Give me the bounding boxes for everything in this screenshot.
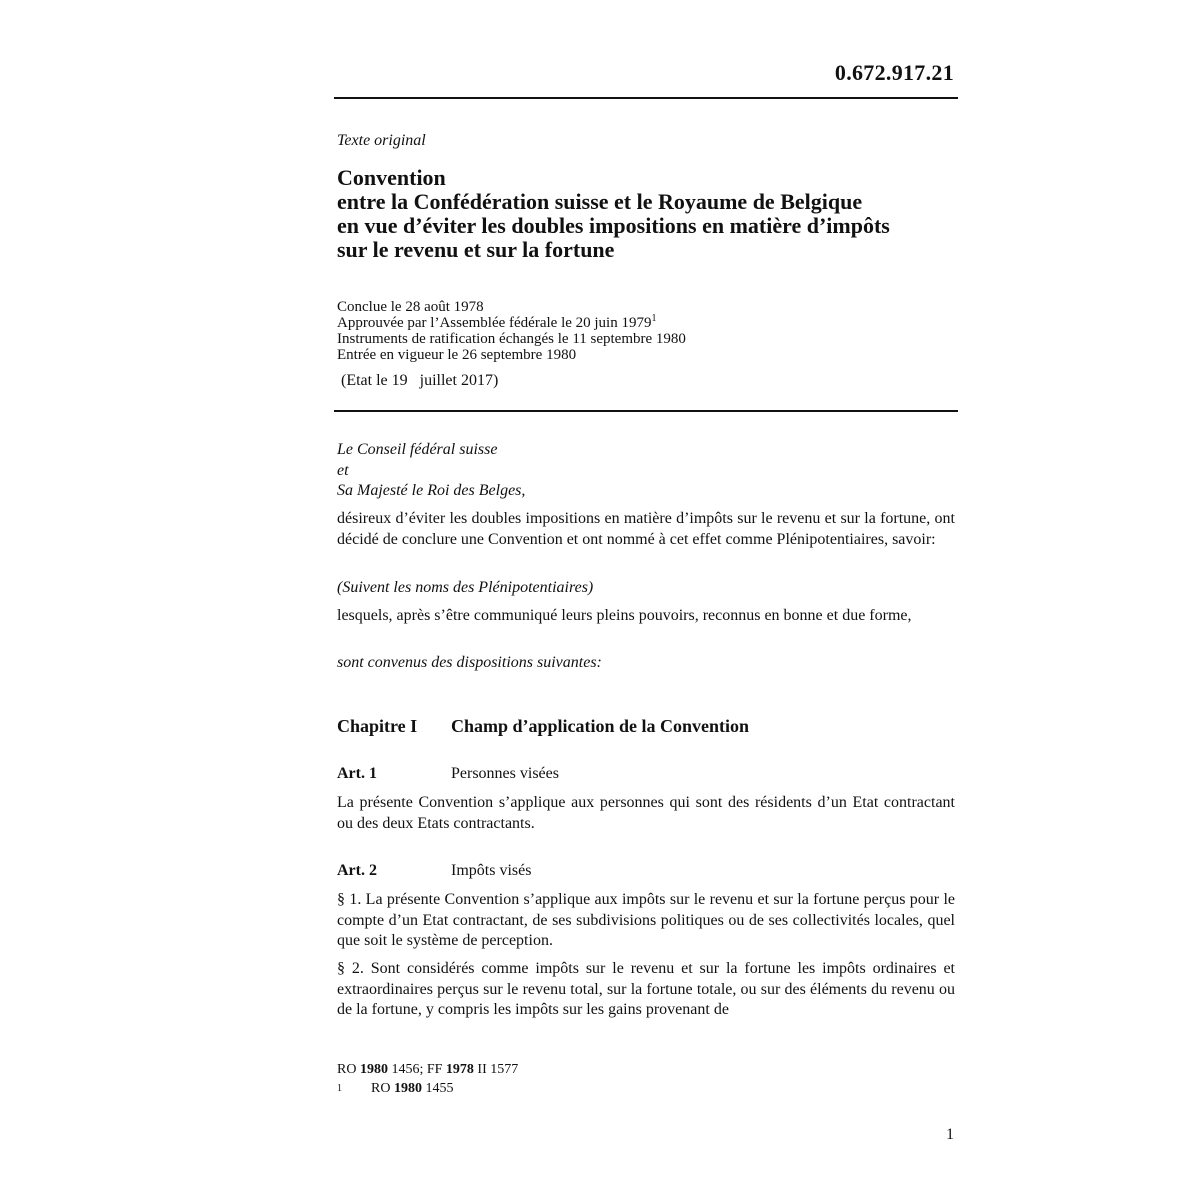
date-conclue: Conclue le 28 août 1978 <box>337 299 484 315</box>
preamble-desireux: désireux d’éviter les doubles impositions en matière d’impôts sur le revenu et sur la fortune, ont décidé de conclure une Convention et ont nommé à cet effet comme Plénipotentiaires, savoir: <box>337 510 955 548</box>
page-number: 1 <box>946 1126 954 1143</box>
footnote-1: 1 RO 1980 1455 <box>337 1081 454 1096</box>
chapter-title: Champ d’application de la Convention <box>451 716 750 736</box>
article-paragraph: § 1. La présente Convention s’applique aux impôts sur le revenu et sur la fortune perçus pour le compte d’un Etat contractant, de ses subdivisions politiques ou de ses collectivités locales, quel que soit le système de perception. <box>337 891 955 949</box>
title-line: Convention <box>337 165 446 190</box>
article-number: Art. 1 <box>337 765 377 782</box>
article-title: Impôts visés <box>451 862 532 879</box>
sr-number: 0.672.917.21 <box>834 60 954 85</box>
header-rule <box>334 97 958 99</box>
party-line: et <box>337 461 349 479</box>
preamble-suivent: (Suivent les noms des Plénipotentiaires) <box>337 579 594 596</box>
preamble-parties <box>337 440 955 502</box>
party-line: Le Conseil fédéral suisse <box>337 441 498 458</box>
source-reference: RO 1980 1456; FF 1978 II 1577 <box>337 1062 519 1077</box>
article-number: Art. 2 <box>337 862 377 879</box>
preamble-convenus: sont convenus des dispositions suivantes: <box>337 654 602 671</box>
date-entree: Entrée en vigueur le 26 septembre 1980 <box>337 347 577 363</box>
dates-block <box>337 299 686 363</box>
convention-title <box>337 166 977 262</box>
etat-date: (Etat le 19 juillet 2017) <box>341 372 499 389</box>
preamble-lesquels: lesquels, après s’être communiqué leurs pleins pouvoirs, reconnus en bonne et due forme, <box>337 607 912 624</box>
article-paragraph: § 2. Sont considérés comme impôts sur le revenu et sur la fortune les impôts ordinaires et extraordinaires perçus sur le revenu total, sur la fortune totale, ou sur des éléments du revenu ou de la fortune, y compris les impôts sur les gains provenant de <box>337 960 955 1018</box>
title-line: en vue d’éviter les doubles impositions en matière d’impôts <box>337 213 890 238</box>
date-approuvee: Approuvée par l’Assemblée fédérale le 20 juin 1979$^1$ <box>337 313 657 331</box>
article-title: Personnes visées <box>451 765 559 782</box>
title-line: entre la Confédération suisse et le Royaume de Belgique <box>337 189 863 214</box>
article-heading <box>337 862 532 880</box>
chapter-number: Chapitre I <box>337 716 418 736</box>
footnote-ref[interactable]: 1 <box>651 313 657 324</box>
footnote-mark: 1 <box>337 1083 342 1094</box>
section-rule <box>334 410 958 412</box>
title-line: sur le revenu et sur la fortune <box>337 237 615 262</box>
footnotes <box>337 1060 518 1098</box>
date-instruments: Instruments de ratification échangés le 11 septembre 1980 <box>337 331 686 347</box>
article-heading <box>337 765 559 783</box>
party-line: Sa Majesté le Roi des Belges, <box>337 482 526 499</box>
chapter-heading <box>337 716 750 737</box>
texte-original-label: Texte original <box>337 132 426 149</box>
article-paragraph: La présente Convention s’applique aux personnes qui sont des résidents d’un Etat contractant ou des deux Etats contractants. <box>337 794 955 832</box>
